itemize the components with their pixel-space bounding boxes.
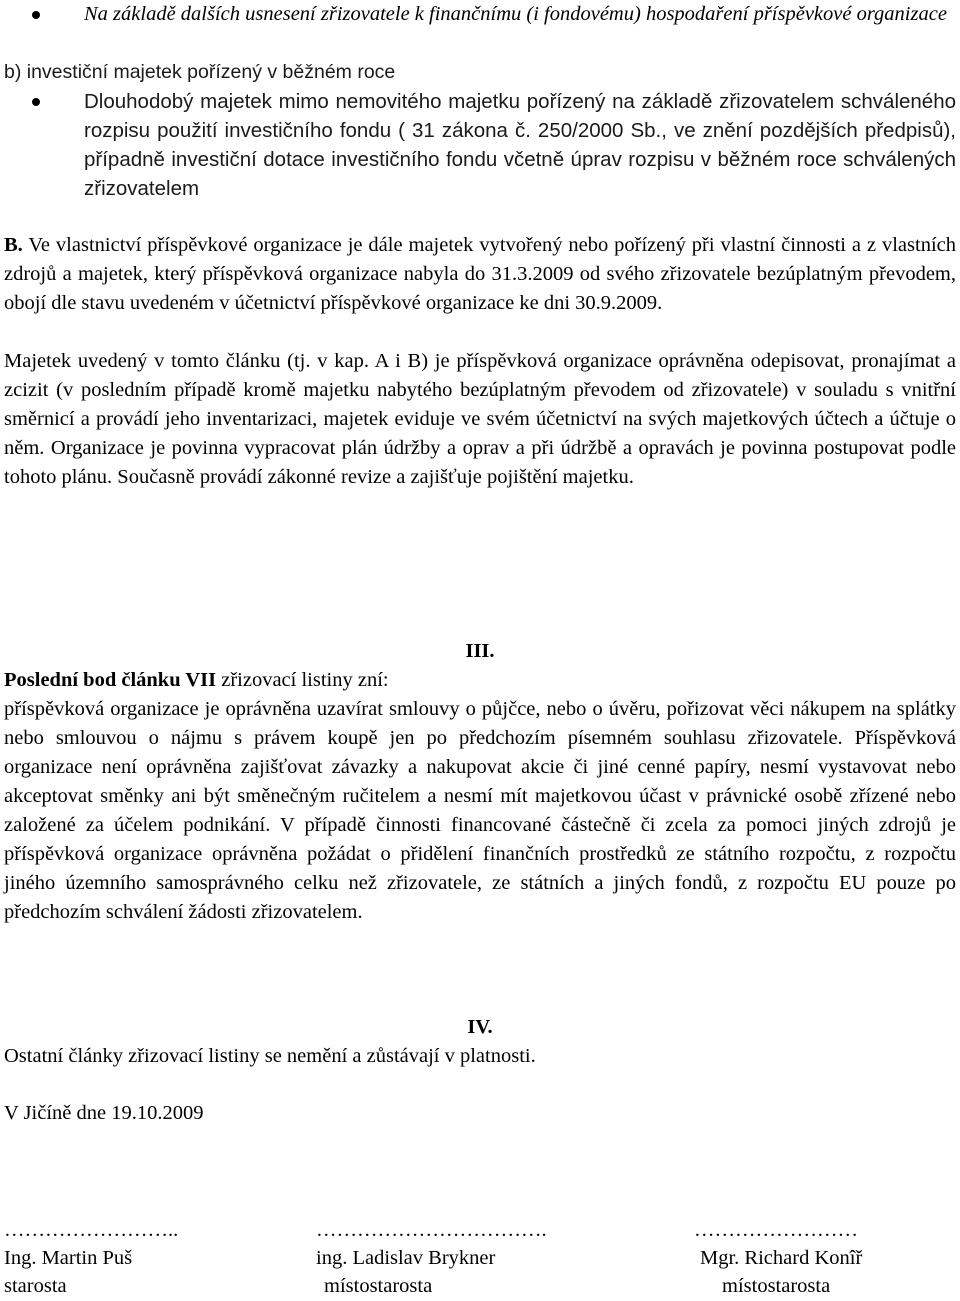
date-line: V Jičíně dne 19.10.2009 bbox=[4, 1102, 204, 1124]
section-3-heading: III. bbox=[465, 640, 495, 662]
signature-role-2: místostarosta bbox=[324, 1275, 433, 1297]
bullet2-text: Dlouhodobý majetek mimo nemovitého majetku pořízený na základě zřizovatelem schváleného rozpisu použití investičního fondu ( 31 zákona č. 250/2000 Sb., ve znění pozdějších předpisů), případně investiční dotace investičního fondu včetně úprav rozpisu v běžném roce schválených zřizovatelem bbox=[84, 90, 956, 200]
bullet-item-fund-management bbox=[84, 0, 956, 29]
section-3-intro-bold: Poslední bod článku VII bbox=[4, 669, 217, 691]
signature-name-3: Mgr. Richard Konîř bbox=[700, 1247, 863, 1269]
section-b-text: Ve vlastnictví příspěvkové organizace je dále majetek vytvořený nebo pořízený při vlastní činnosti a z vlastních zdrojů a majetek, který příspěvková organizace nabyla do 31.3.2009 od svého zřizovatele bezúplatným převodem, obojí dle stavu uvedeném v účetnictví příspěvkové organizace ke dni 30.9.2009. bbox=[4, 234, 956, 314]
signature-name-2: ing. Ladislav Brykner bbox=[316, 1247, 496, 1269]
signature-name-1: Ing. Martin Puš bbox=[4, 1247, 133, 1269]
signature-dots-2: ……………………………. bbox=[316, 1219, 547, 1241]
signature-dots-3: …………………… bbox=[694, 1219, 858, 1241]
bullet-item-long-term-assets bbox=[84, 87, 956, 203]
bullet1-text: Na základě dalších usnesení zřizovatele k finančnímu (i fondovému) hospodaření příspěvkové organizace bbox=[84, 3, 947, 25]
signature-role-1: starosta bbox=[4, 1275, 67, 1297]
signature-dots-1: …………………….. bbox=[4, 1219, 179, 1241]
section-3-intro-rest: zřizovací listiny zní: bbox=[216, 669, 389, 691]
section-4-heading: IV. bbox=[467, 1016, 493, 1038]
list-item-b: b) investiční majetek pořízený v běžném roce bbox=[4, 61, 396, 83]
section-3-intro bbox=[4, 666, 956, 695]
section-3-paragraph: příspěvková organizace je oprávněna uzavírat smlouvy o půjčce, nebo o úvěru, pořizovat věci nákupem na splátky nebo smlouvou o nájmu s právem koupě jen po předchozím písemném souhlasu zřizovatele. Příspěvková organizace není oprávněna zajišťovat závazky a nakupovat akcie či jiné cenné papíry, nesmí vystavovat nebo akceptovat směnky ani být směnečným ručitelem a nesmí mít majetkovou účast v právnické osobě zřízené nebo založené za účelem podnikání. V případě činnosti financované částečně či zcela za pomoci jiných zdrojů je příspěvková organizace oprávněna požádat o přidělení finančních prostředků ze státního rozpočtu, z rozpočtu jiného územního samosprávného celku než zřizovatele, ze státních a jiných fondů, z rozpočtu EU pouze po předchozím schválení žádosti zřizovatelem. bbox=[4, 698, 956, 923]
section-b-paragraph bbox=[4, 231, 956, 318]
majetek-paragraph: Majetek uvedený v tomto článku (tj. v kap. A i B) je příspěvková organizace oprávněna odepisovat, pronajímat a zcizit (v posledním případě kromě majetku nabytého bezúplatným převodem od zřizovatele) v souladu s vnitřní směrnicí a provádí jeho inventarizaci, majetek eviduje ve svém účetnictví na svých majetkových účtech a účtuje o něm. Organizace je povinna vypracovat plán údržby a oprav a při údržbě a opravách je povinna postupovat podle tohoto plánu. Současně provádí zákonné revize a zajišťuje pojištění majetku. bbox=[4, 350, 956, 488]
signature-role-3: místostarosta bbox=[722, 1275, 831, 1297]
section-b-label: B. bbox=[4, 234, 23, 256]
section-4-text: Ostatní články zřizovací listiny se nemění a zůstávají v platnosti. bbox=[4, 1045, 536, 1067]
